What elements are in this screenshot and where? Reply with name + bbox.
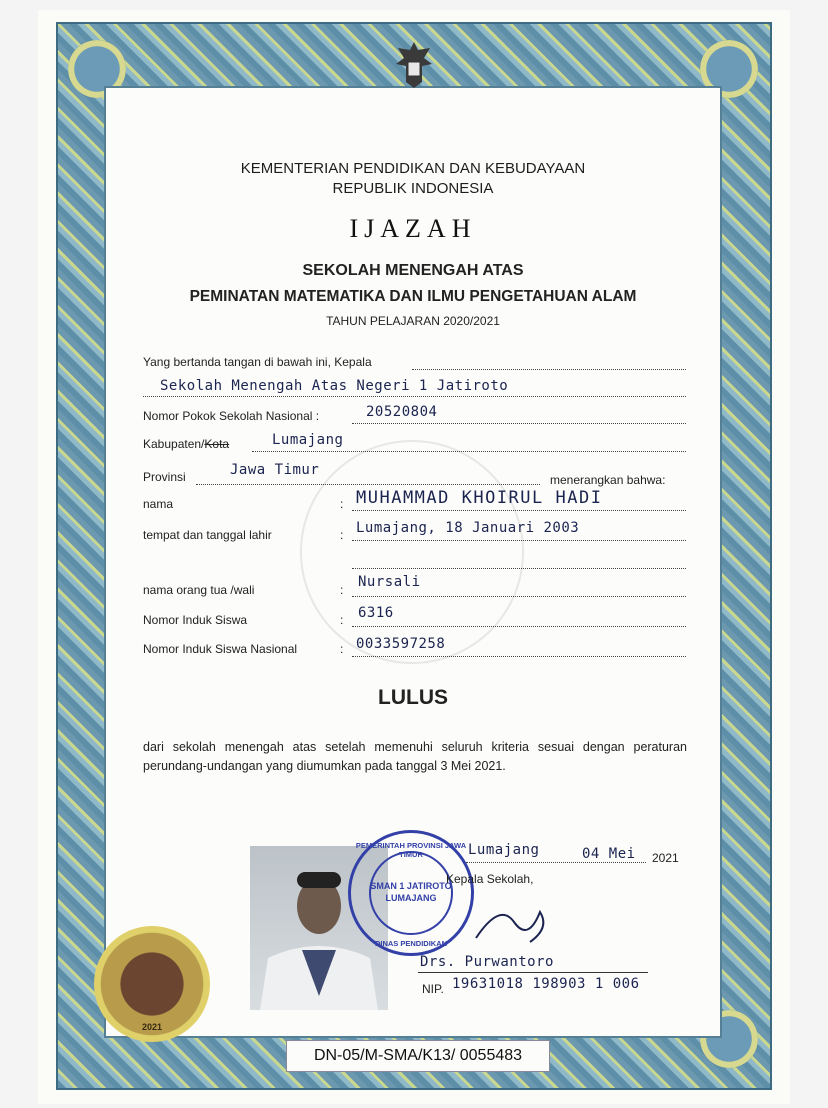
ttl-value: Lumajang, 18 Januari 2003 — [356, 520, 580, 536]
garuda-emblem — [392, 38, 436, 92]
document-title: IJAZAH — [349, 214, 477, 243]
nip-label: NIP. — [422, 982, 444, 996]
sign-place: Lumajang — [468, 842, 540, 858]
nisn-label: Nomor Induk Siswa Nasional — [143, 642, 298, 656]
npsn-label: Nomor Pokok Sekolah Nasional : — [143, 409, 320, 423]
gold-seal: 2021 — [94, 926, 210, 1042]
nis-label: Nomor Induk Siswa — [143, 613, 248, 627]
school-type: SEKOLAH MENENGAH ATAS — [302, 262, 524, 279]
ortu-label: nama orang tua /wali — [143, 583, 255, 597]
ortu-value: Nursali — [358, 574, 421, 590]
nama-value: MUHAMMAD KHOIRUL HADI — [356, 488, 603, 508]
kabupaten-value: Lumajang — [272, 432, 344, 448]
school-name-value: Sekolah Menengah Atas Negeri 1 Jatiroto — [160, 378, 509, 394]
handwritten-signature — [470, 898, 560, 948]
sign-name: Drs. Purwantoro — [420, 954, 554, 970]
sign-role: Kepala Sekolah, — [446, 872, 534, 886]
nama-label: nama — [143, 497, 174, 511]
status-lulus: LULUS — [378, 686, 448, 709]
ministry-heading: KEMENTERIAN PENDIDIKAN DAN KEBUDAYAAN — [240, 160, 586, 177]
ttl-label: tempat dan tanggal lahir — [143, 528, 272, 542]
provinsi-label: Provinsi — [143, 470, 186, 484]
program-name: PEMINATAN MATEMATIKA DAN ILMU PENGETAHUAN ALAM — [189, 288, 637, 305]
kabupaten-label: Kabupaten/Kota — [143, 437, 230, 451]
nisn-value: 0033597258 — [356, 636, 446, 652]
nis-value: 6316 — [358, 605, 394, 621]
npsn-value: 20520804 — [366, 404, 438, 420]
sign-date: 04 Mei — [582, 846, 636, 862]
serial-number: DN-05/M-SMA/K13/ 0055483 — [286, 1040, 550, 1072]
academic-year: TAHUN PELAJARAN 2020/2021 — [326, 314, 500, 328]
school-stamp: PEMERINTAH PROVINSI JAWA TIMUR SMAN 1 JATIROTO LUMAJANG DINAS PENDIDIKAN — [348, 830, 474, 956]
watermark-logo — [300, 440, 524, 664]
provinsi-value: Jawa Timur — [230, 462, 320, 478]
result-paragraph: dari sekolah menengah atas setelah memenuhi seluruh kriteria sesuai dengan peraturan perundang-undangan yang diumumkan pada tanggal 3 Mei 2021. — [143, 740, 687, 773]
republic-heading: REPUBLIK INDONESIA — [332, 180, 494, 197]
nip-value: 19631018 198903 1 006 — [452, 976, 640, 992]
intro-label: Yang bertanda tangan di bawah ini, Kepala — [143, 355, 372, 369]
sign-year: 2021 — [652, 851, 679, 865]
menerangkan-label: menerangkan bahwa: — [550, 473, 666, 487]
